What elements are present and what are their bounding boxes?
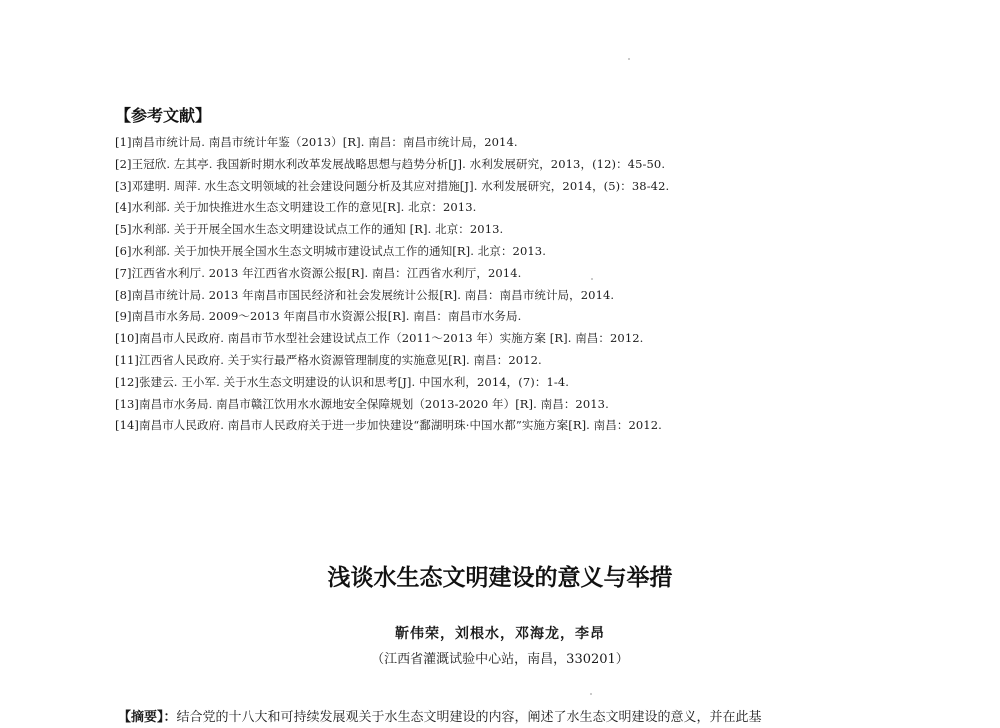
article-authors: 靳伟荣，刘根水，邓海龙，李昂 [395, 626, 605, 642]
references-section [115, 106, 935, 437]
reference-item: [7]江西省水利厅. 2013 年江西省水资源公报[R]. 南昌：江西省水利厅，2014. [115, 265, 522, 280]
reference-item: [12]张建云. 王小军. 关于水生态文明建设的认识和思考[J]. 中国水利，2014，(7)：1-4. [115, 374, 570, 389]
reference-item: [3]邓建明. 周萍. 水生态文明领域的社会建设问题分析及其应对措施[J]. 水利发展研究，2014，(5)：38-42. [115, 178, 670, 193]
abstract-label: 【摘要】： [118, 710, 177, 725]
scan-speck [628, 58, 630, 60]
reference-item: [5]水利部. 关于开展全国水生态文明建设试点工作的通知 [R]. 北京：2013. [115, 222, 504, 237]
reference-item: [2]王冠欣. 左其亭. 我国新时期水利改革发展战略思想与趋势分析[J]. 水利发展研究，2013，(12)：45-50. [115, 156, 666, 171]
abstract-text: 结合党的十八大和可持续发展观关于水生态文明建设的内容，阐述了水生态文明建设的意义，并在此基 [176, 710, 762, 725]
article-title: 浅谈水生态文明建设的意义与举措 [327, 565, 673, 591]
reference-item: [13]南昌市水务局. 南昌市赣江饮用水水源地安全保障规划（2013-2020 年）[R]. 南昌：2013. [115, 396, 609, 411]
scan-speck [590, 693, 592, 695]
reference-item: [14]南昌市人民政府. 南昌市人民政府关于进一步加快建设“鄱湖明珠·中国水都”实施方案[R]. 南昌：2012. [115, 418, 662, 433]
abstract-paragraph [118, 708, 938, 728]
reference-item: [4]水利部. 关于加快推进水生态文明建设工作的意见[R]. 北京：2013. [115, 200, 477, 215]
article-affiliation: （江西省灌溉试验中心站，南昌，330201） [371, 652, 629, 667]
reference-item: [6]水利部. 关于加快开展全国水生态文明城市建设试点工作的通知[R]. 北京：2013. [115, 243, 546, 258]
reference-item: [1]南昌市统计局. 南昌市统计年鉴（2013）[R]. 南昌：南昌市统计局，2014. [115, 135, 518, 149]
reference-item: [11]江西省人民政府. 关于实行最严格水资源管理制度的实施意见[R]. 南昌：2012. [115, 352, 542, 367]
reference-item: [8]南昌市统计局. 2013 年南昌市国民经济和社会发展统计公报[R]. 南昌：南昌市统计局，2014. [115, 287, 615, 302]
reference-item: [9]南昌市水务局. 2009～2013 年南昌市水资源公报[R]. 南昌：南昌市水务局. [115, 309, 522, 324]
reference-list [115, 132, 935, 437]
reference-item: [10]南昌市人民政府. 南昌市节水型社会建设试点工作（2011～2013 年）实施方案 [R]. 南昌：2012. [115, 331, 644, 346]
scan-speck [591, 278, 593, 280]
references-heading: 【参考文献】 [115, 106, 212, 125]
